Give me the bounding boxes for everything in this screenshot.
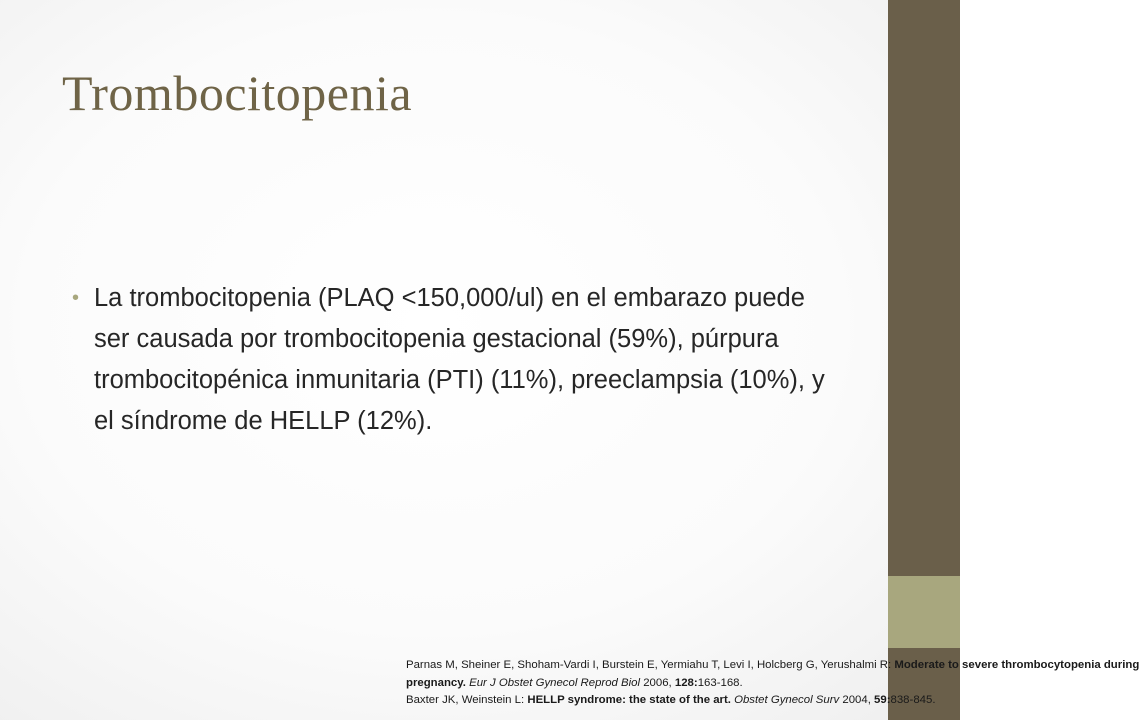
accent-band-middle bbox=[888, 576, 960, 648]
reference-2-title: HELLP syndrome: the state of the art. bbox=[527, 694, 731, 706]
reference-2-volume: 59: bbox=[874, 694, 891, 706]
reference-1-journal: Eur J Obstet Gynecol Reprod Biol bbox=[469, 676, 641, 689]
bullet-text: La trombocitopenia (PLAQ <150,000/ul) en el embarazo puede ser causada por trombocitopenia gestacional (59%), púrpura trombocitopénica inmunitaria (PTI) (11%), preeclampsia (10%), y el síndrome de HELLP (12%). bbox=[94, 284, 825, 435]
reference-1-line-2 bbox=[406, 675, 884, 693]
bullet-item bbox=[70, 278, 840, 442]
references bbox=[406, 657, 1139, 710]
reference-1-title-part1: Moderate to severe thrombocytopenia during bbox=[894, 659, 1139, 671]
reference-1-year: 2006, bbox=[640, 676, 675, 689]
reference-1-title-part2: pregnancy. bbox=[406, 676, 466, 689]
accent-band-top bbox=[888, 0, 960, 576]
reference-1-pages: 163-168. bbox=[697, 676, 743, 689]
bullet-list bbox=[70, 278, 840, 442]
slide-title: Trombocitopenia bbox=[62, 65, 413, 121]
reference-1-volume: 128: bbox=[674, 676, 698, 689]
reference-2-line bbox=[406, 692, 936, 710]
reference-2-authors: Baxter JK, Weinstein L: bbox=[406, 694, 528, 706]
reference-2-pages: 838-845. bbox=[890, 694, 936, 706]
reference-2-journal: Obstet Gynecol Surv bbox=[734, 694, 840, 706]
reference-1-authors: Parnas M, Sheiner E, Shoham-Vardi I, Burstein E, Yermiahu T, Levi I, Holcberg G, Yerushalmi R: bbox=[406, 659, 895, 671]
bullet-marker: • bbox=[72, 287, 80, 309]
reference-2-year: 2004, bbox=[839, 694, 875, 706]
reference-1-line-1 bbox=[406, 657, 1139, 675]
